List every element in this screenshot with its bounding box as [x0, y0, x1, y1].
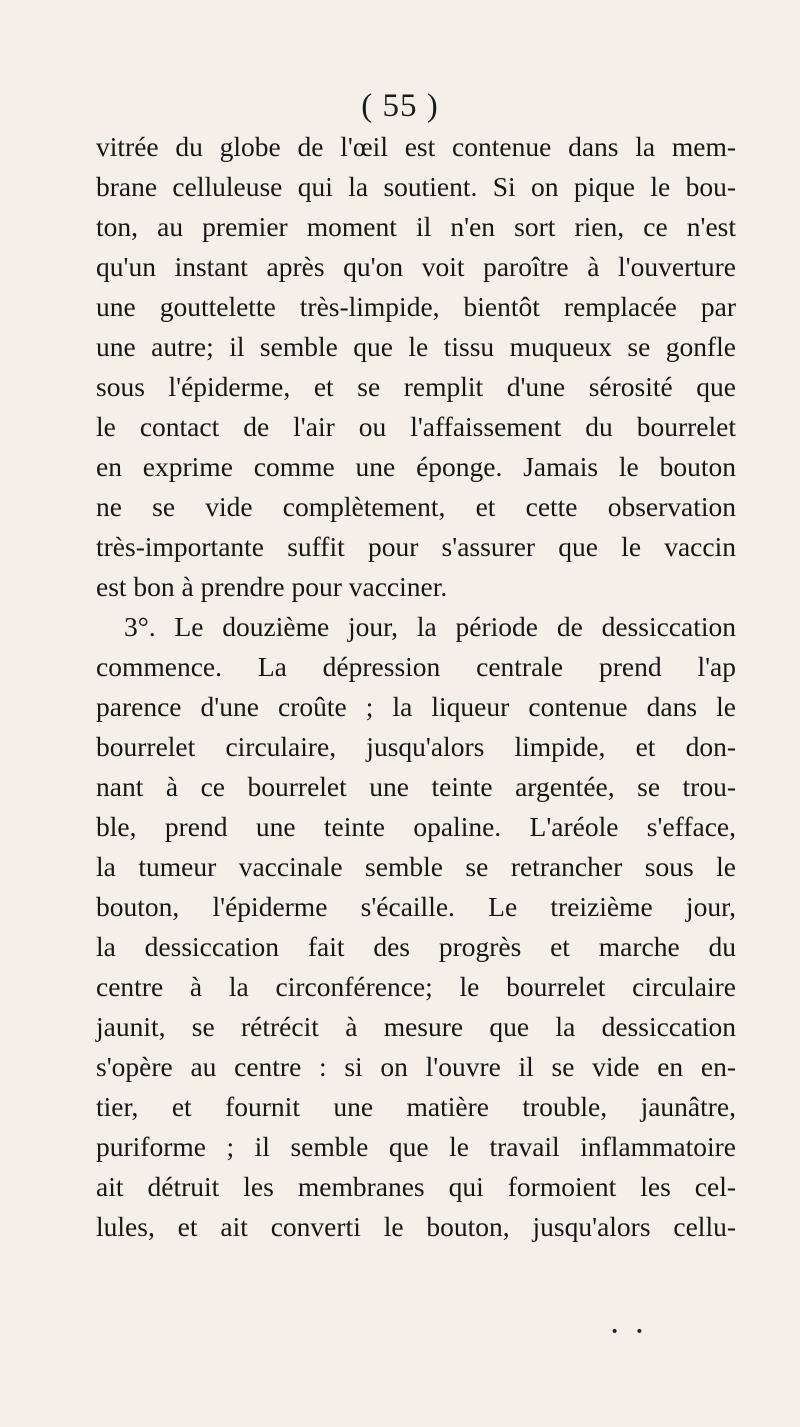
page-number: ( 55 )	[361, 88, 439, 124]
text-line: le contact de l'air ou l'affaissement du bourrelet	[96, 411, 736, 442]
text-line: qu'un instant après qu'on voit paroître à l'ouverture	[96, 251, 736, 282]
text-line: une gouttelette très-limpide, bientôt remplacée par	[96, 291, 736, 322]
text-line: brane celluleuse qui la soutient. Si on pique le bou-	[96, 171, 736, 202]
text-line: lules, et ait converti le bouton, jusqu'alors cellu-	[96, 1211, 736, 1242]
text-line: s'opère au centre : si on l'ouvre il se vide en en-	[96, 1051, 736, 1082]
text-line: 3°. Le douzième jour, la période de dessiccation	[124, 611, 736, 642]
text-line-paragraph-end: est bon à prendre pour vacciner.	[96, 571, 448, 602]
text-line: vitrée du globe de l'œil est contenue dans la mem-	[96, 131, 736, 162]
body-text	[96, 127, 736, 1247]
text-line: parence d'une croûte ; la liqueur contenue dans le	[96, 691, 736, 722]
text-line: ton, au premier moment il n'en sort rien, ce n'est	[96, 211, 736, 242]
text-line: la dessiccation fait des progrès et marche du	[96, 931, 736, 962]
text-line: ne se vide complètement, et cette observation	[96, 491, 736, 522]
text-line: jaunit, se rétrécit à mesure que la dessiccation	[96, 1011, 736, 1042]
signature-mark: • •	[610, 1324, 650, 1340]
text-line: bouton, l'épiderme s'écaille. Le treizième jour,	[96, 891, 736, 922]
text-line: ble, prend une teinte opaline. L'aréole s'efface,	[96, 811, 736, 842]
text-line: la tumeur vaccinale semble se retrancher sous le	[96, 851, 736, 882]
text-line: en exprime comme une éponge. Jamais le bouton	[96, 451, 736, 482]
text-line: sous l'épiderme, et se remplit d'une sérosité que	[96, 371, 736, 402]
text-line: une autre; il semble que le tissu muqueux se gonfle	[96, 331, 736, 362]
text-line: ait détruit les membranes qui formoient les cel-	[96, 1171, 736, 1202]
text-line: commence. La dépression centrale prend l'ap	[96, 651, 736, 682]
text-line: nant à ce bourrelet une teinte argentée, se trou-	[96, 771, 736, 802]
text-line: bourrelet circulaire, jusqu'alors limpide, et don-	[96, 731, 736, 762]
text-line: très-importante suffit pour s'assurer que le vaccin	[96, 531, 736, 562]
text-line: tier, et fournit une matière trouble, jaunâtre,	[96, 1091, 736, 1122]
text-line: puriforme ; il semble que le travail inflammatoire	[96, 1131, 736, 1162]
text-line: centre à la circonférence; le bourrelet circulaire	[96, 971, 736, 1002]
